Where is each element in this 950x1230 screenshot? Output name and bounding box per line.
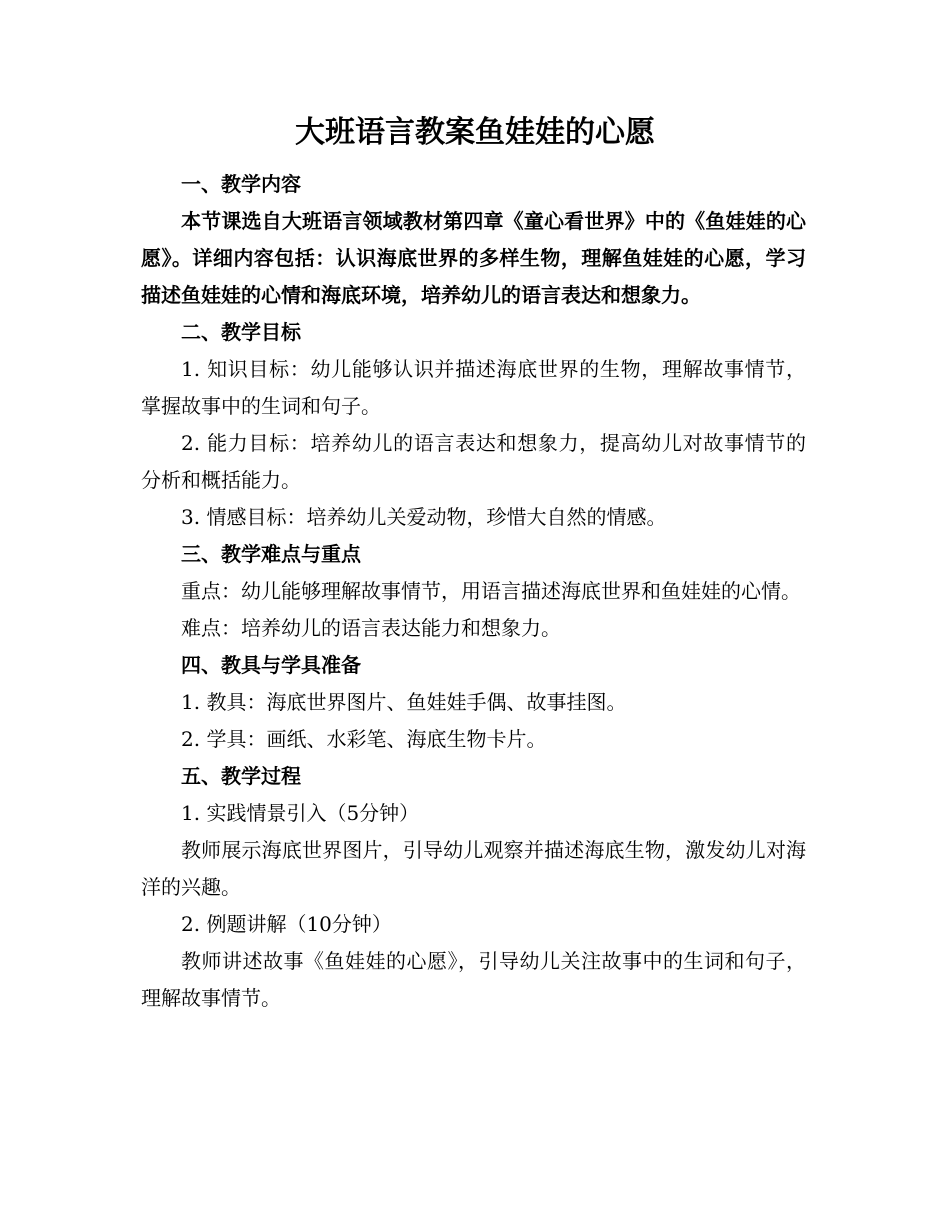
document-title: 大班语言教案鱼娃娃的心愿: [295, 115, 655, 150]
difficult-point: 难点：培养幼儿的语言表达能力和想象力。: [181, 616, 561, 640]
process-step-1-title: 1. 实践情景引入（5分钟）: [181, 801, 420, 825]
document-body: [141, 166, 806, 1017]
objective-knowledge: 1. 知识目标：幼儿能够认识并描述海底世界的生物，理解故事情节，掌握故事中的生词和句子。: [141, 357, 806, 418]
section-heading-key-points: 三、教学难点与重点: [181, 542, 361, 566]
objective-ability: 2. 能力目标：培养幼儿的语言表达和想象力，提高幼儿对故事情节的分析和概括能力。: [141, 431, 806, 492]
process-step-1-text: 教师展示海底世界图片，引导幼儿观察并描述海底生物，激发幼儿对海洋的兴趣。: [141, 838, 806, 899]
process-step-2-title: 2. 例题讲解（10分钟）: [181, 912, 392, 936]
learning-aids: 2. 学具：画纸、水彩笔、海底生物卡片。: [181, 727, 547, 751]
section-heading-materials: 四、教具与学具准备: [181, 653, 361, 677]
key-point: 重点：幼儿能够理解故事情节，用语言描述海底世界和鱼娃娃的心情。: [181, 579, 801, 603]
content-paragraph: 本节课选自大班语言领域教材第四章《童心看世界》中的《鱼娃娃的心愿》。详细内容包括：认识海底世界的多样生物，理解鱼娃娃的心愿，学习描述鱼娃娃的心情和海底环境，培养幼儿的语言表达和想象力。: [141, 209, 806, 307]
section-heading-process: 五、教学过程: [181, 764, 301, 788]
section-heading-objectives: 二、教学目标: [181, 320, 301, 344]
process-step-2-text: 教师讲述故事《鱼娃娃的心愿》，引导幼儿关注故事中的生词和句子，理解故事情节。: [141, 949, 806, 1010]
objective-emotion: 3. 情感目标：培养幼儿关爱动物，珍惜大自然的情感。: [181, 505, 667, 529]
section-heading-content: 一、教学内容: [181, 172, 301, 196]
teaching-aids: 1. 教具：海底世界图片、鱼娃娃手偶、故事挂图。: [181, 690, 627, 714]
